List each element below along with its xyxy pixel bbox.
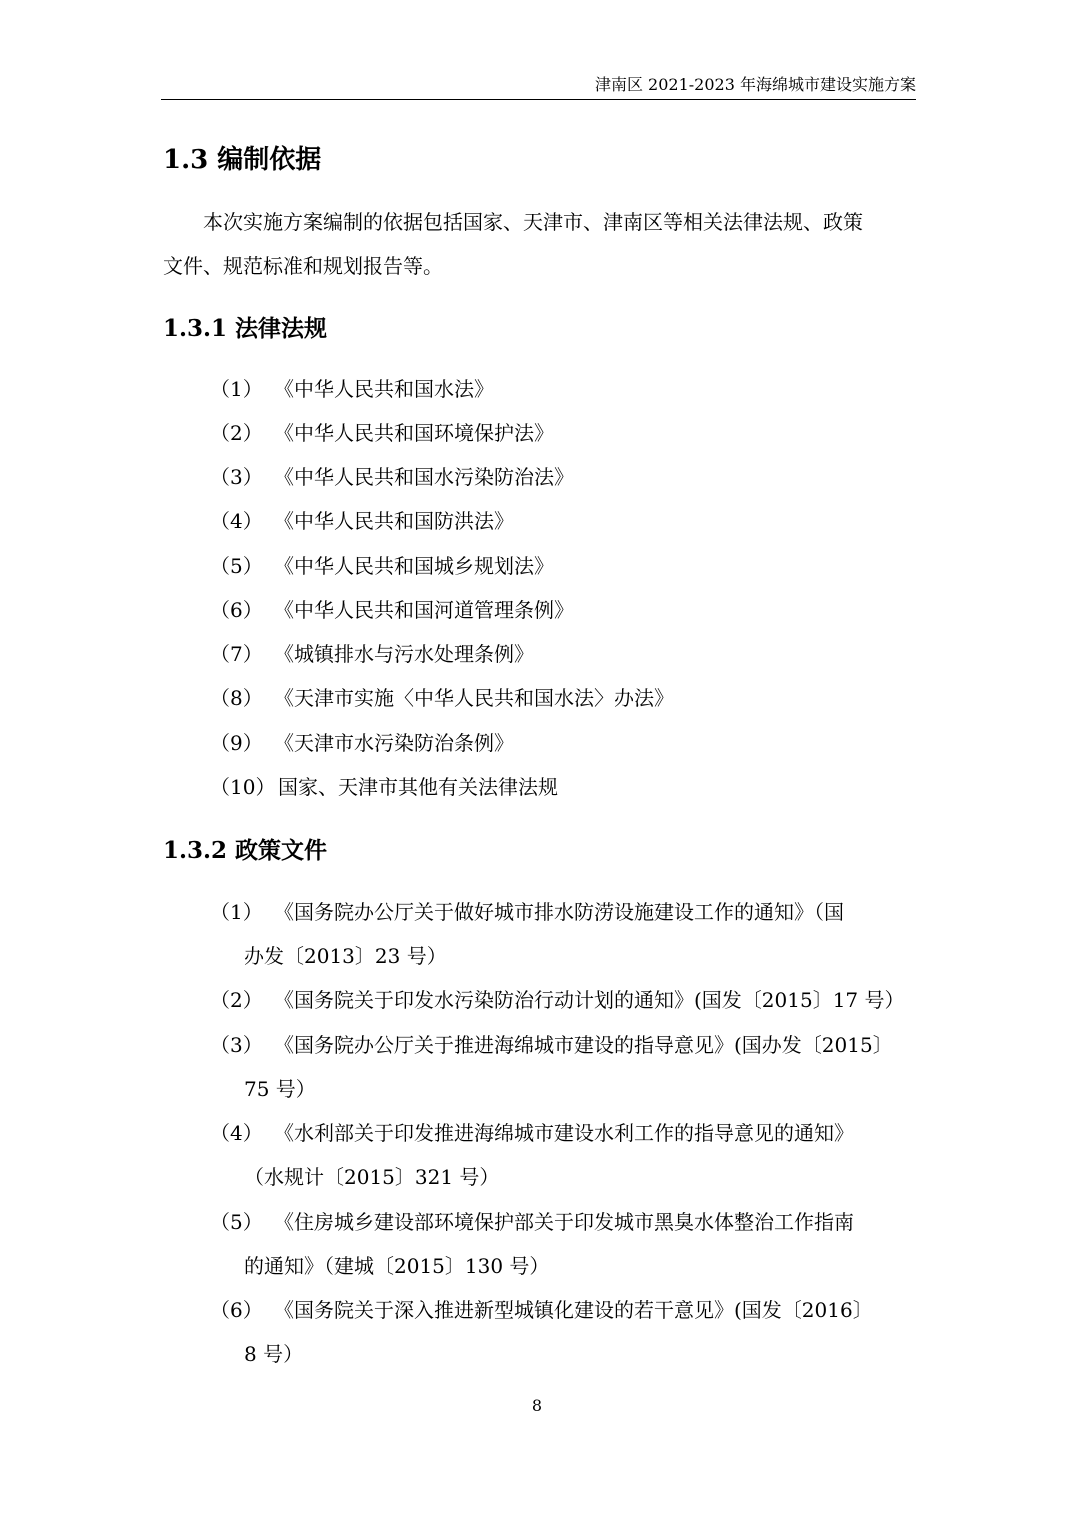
law-item-number: （6）	[210, 598, 263, 622]
policy-item-continuation: 8 号）	[244, 1342, 304, 1366]
policy-item-text: 《国务院办公厅关于推进海绵城市建设的指导意见》(国办发〔2015〕	[274, 1033, 893, 1057]
policy-item-text: 《国务院办公厅关于做好城市排水防涝设施建设工作的通知》（国	[274, 900, 844, 924]
policy-item-continuation: 的通知》（建城〔2015〕130 号）	[244, 1254, 550, 1278]
law-item-text: 《中华人民共和国环境保护法》	[274, 421, 554, 445]
law-item-text: 《中华人民共和国城乡规划法》	[274, 554, 554, 578]
running-header: 津南区 2021-2023 年海绵城市建设实施方案	[594, 75, 916, 94]
policy-item-text: 《国务院关于印发水污染防治行动计划的通知》(国发〔2015〕17 号）	[274, 988, 905, 1012]
law-item-text: 《中华人民共和国水污染防治法》	[274, 465, 574, 489]
section-heading: 1.3 编制依据	[163, 145, 322, 175]
law-item-number: （3）	[210, 465, 263, 489]
intro-line-2: 文件、规范标准和规划报告等。	[163, 254, 443, 278]
policy-item	[210, 1030, 915, 1060]
law-item	[210, 772, 915, 802]
policies-heading: 1.3.2 政策文件	[163, 837, 328, 864]
law-item-number: （1）	[210, 377, 263, 401]
law-item	[210, 374, 915, 404]
policy-item-continuation: 办发〔2013〕23 号）	[244, 944, 447, 968]
intro-line-1: 本次实施方案编制的依据包括国家、天津市、津南区等相关法律法规、政策	[203, 210, 863, 234]
law-item-number: （8）	[210, 686, 263, 710]
law-item-text: 《天津市水污染防治条例》	[274, 731, 514, 755]
law-item-number: （4）	[210, 509, 263, 533]
policy-item	[210, 985, 915, 1015]
policy-item-text: 《住房城乡建设部环境保护部关于印发城市黑臭水体整治工作指南	[274, 1210, 854, 1234]
law-item-number: （9）	[210, 731, 263, 755]
law-item-number: （2）	[210, 421, 263, 445]
policy-item	[210, 1207, 915, 1237]
policy-item-number: （4）	[210, 1121, 263, 1145]
policy-item-number: （3）	[210, 1033, 263, 1057]
laws-heading: 1.3.1 法律法规	[163, 315, 328, 342]
policy-item	[210, 897, 915, 927]
policy-item-number: （5）	[210, 1210, 263, 1234]
law-item	[210, 551, 915, 581]
policy-item-text: 《水利部关于印发推进海绵城市建设水利工作的指导意见的通知》	[274, 1121, 854, 1145]
policy-item-number: （1）	[210, 900, 263, 924]
page-number: 8	[531, 1396, 543, 1415]
law-item-text: 国家、天津市其他有关法律法规	[278, 775, 558, 799]
policy-item	[210, 1118, 915, 1148]
law-item-text: 《中华人民共和国水法》	[274, 377, 494, 401]
law-item-text: 《中华人民共和国防洪法》	[274, 509, 514, 533]
law-item	[210, 683, 915, 713]
policy-item-number: （6）	[210, 1298, 263, 1322]
policy-item-text: 《国务院关于深入推进新型城镇化建设的若干意见》(国发〔2016〕	[274, 1298, 873, 1322]
law-item	[210, 462, 915, 492]
policy-item-number: （2）	[210, 988, 263, 1012]
law-item	[210, 639, 915, 669]
law-item-text: 《中华人民共和国河道管理条例》	[274, 598, 574, 622]
law-item	[210, 418, 915, 448]
law-item-text: 《天津市实施〈中华人民共和国水法〉办法》	[274, 686, 674, 710]
law-item-number: （5）	[210, 554, 263, 578]
law-item	[210, 506, 915, 536]
law-item	[210, 595, 915, 625]
law-item-number: （7）	[210, 642, 263, 666]
law-item-number: （10）	[210, 775, 276, 799]
header-rule	[161, 99, 916, 100]
intro-paragraph	[163, 200, 915, 288]
policy-item	[210, 1295, 915, 1325]
policy-item-continuation: 75 号）	[244, 1077, 316, 1101]
law-item-text: 《城镇排水与污水处理条例》	[274, 642, 534, 666]
law-item	[210, 728, 915, 758]
policy-item-continuation: （水规计〔2015〕321 号）	[244, 1165, 500, 1189]
